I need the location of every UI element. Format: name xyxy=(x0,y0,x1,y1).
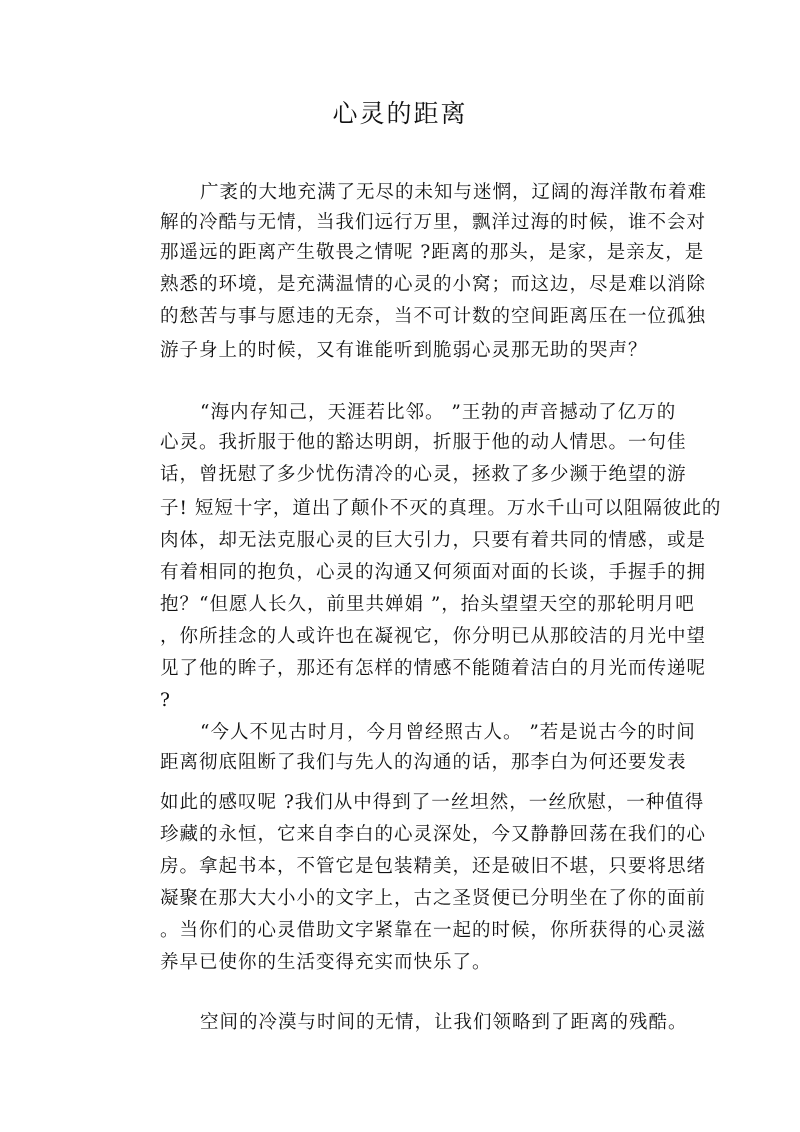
paragraph-1-line-5: 的愁苦与事与愿违的无奈，当不可计数的空间距离压在一位孤独 xyxy=(160,306,707,327)
paragraph-3-line-1: “今人不见古时月，今月曾经照古人。 ”若是说古今的时间 xyxy=(200,722,696,743)
paragraph-3-line-6: 凝聚在那大大小小的文字上，古之圣贤便已分明坐在了你的面前 xyxy=(160,888,707,909)
paragraph-2-line-3: 话，曾抚慰了多少忧伤清冷的心灵，拯救了多少濒于绝望的游 xyxy=(160,464,687,485)
paragraph-1-line-1: 广袤的大地充满了无尽的未知与迷惘，辽阔的海洋散布着难 xyxy=(200,182,708,203)
paragraph-2-line-1: “海内存知己，天涯若比邻。 ”王勃的声音撼动了亿万的 xyxy=(200,402,677,423)
paragraph-2-line-2: 心灵。我折服于他的豁达明朗，折服于他的动人情思。一句佳 xyxy=(160,432,687,453)
paragraph-3-line-8: 养早已使你的生活变得充实而快乐了。 xyxy=(160,952,492,973)
paragraph-2-line-8: ，你所挂念的人或许也在凝视它，你分明已从那皎洁的月光中望 xyxy=(160,626,707,647)
page-title: 心灵的距离 xyxy=(332,99,468,128)
paragraph-1-line-4: 熟悉的环境，是充满温情的心灵的小窝；而这边，尽是难以消除 xyxy=(160,274,707,295)
paragraph-3-line-2: 距离彻底阻断了我们与先人的沟通的话，那李白为何还要发表 xyxy=(160,752,687,773)
paragraph-1-line-6: 游子身上的时候，又有谁能听到脆弱心灵那无助的哭声？ xyxy=(160,340,648,361)
paragraph-1-line-3: 那遥远的距离产生敬畏之情呢 ?距离的那头，是家，是亲友，是 xyxy=(160,242,705,263)
paragraph-3-line-4: 珍藏的永恒，它来自李白的心灵深处，今又静静回荡在我们的心 xyxy=(160,824,707,845)
paragraph-3-line-3: 如此的感叹呢 ?我们从中得到了一丝坦然，一丝欣慰，一种值得 xyxy=(160,792,705,813)
paragraph-2-line-6: 有着相同的抱负，心灵的沟通又何须面对面的长谈，手握手的拥 xyxy=(160,562,707,583)
paragraph-2-line-10: ? xyxy=(160,690,171,711)
paragraph-3-line-7: 。当你们的心灵借助文字紧靠在一起的时候，你所获得的心灵滋 xyxy=(160,920,707,941)
paragraph-2-line-5: 肉体，却无法克服心灵的巨大引力，只要有着共同的情感，或是 xyxy=(160,530,707,551)
paragraph-2-line-7: 抱？“但愿人长久，前里共婵娟 ”，抬头望望天空的那轮明月吧 xyxy=(160,594,695,615)
paragraph-3-line-5: 房。拿起书本，不管它是包装精美，还是破旧不堪，只要将思绪 xyxy=(160,856,707,877)
paragraph-2-line-4: 子! 短短十字，道出了颠仆不灭的真理。万水千山可以阻隔彼此的 xyxy=(160,498,722,519)
paragraph-4-line-1: 空间的冷漠与时间的无情，让我们领略到了距离的残酷。 xyxy=(200,1012,688,1033)
paragraph-1-line-2: 解的冷酷与无情，当我们远行万里，飘洋过海的时候，谁不会对 xyxy=(160,212,707,233)
paragraph-2-line-9: 见了他的眸子，那还有怎样的情感不能随着洁白的月光而传递呢 xyxy=(160,658,707,679)
